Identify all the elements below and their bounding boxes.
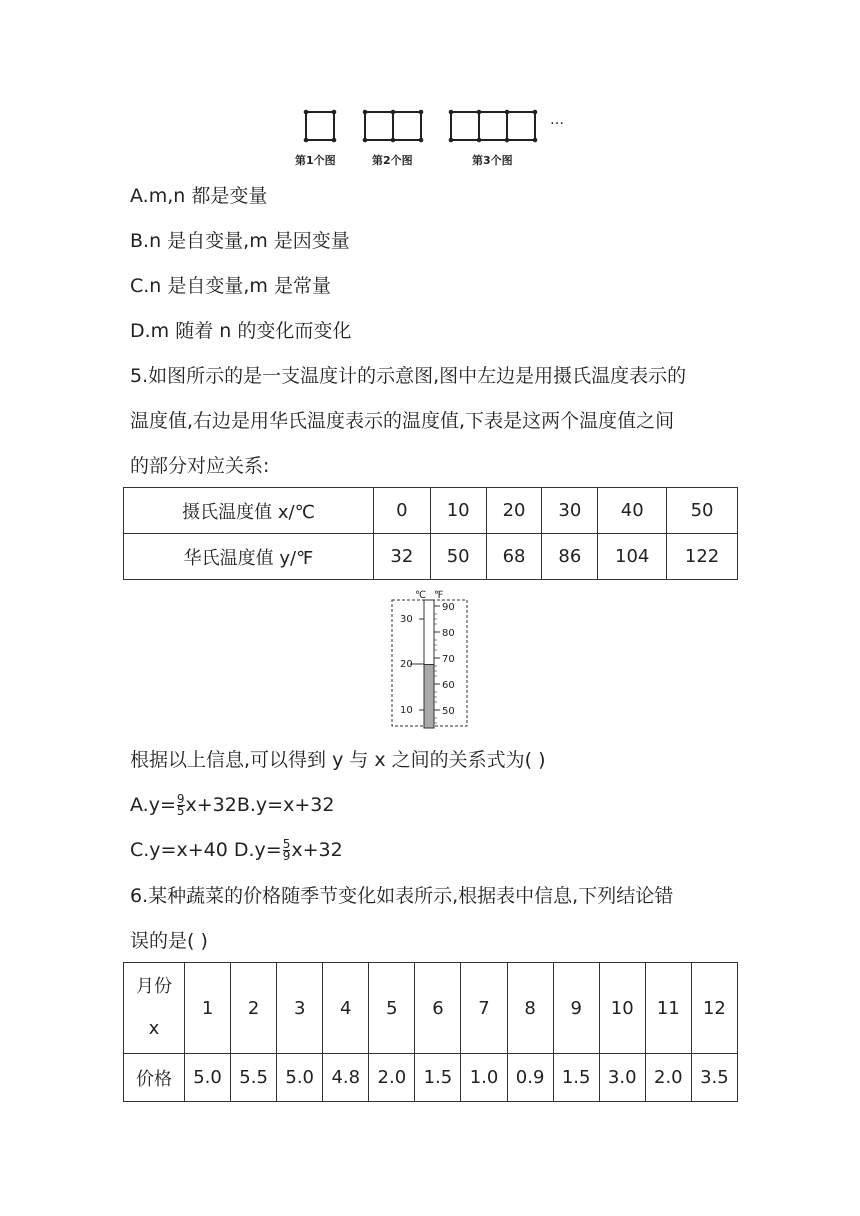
q5-stem-line-1: 5.如图所示的是一支温度计的示意图,图中左边是用摄氏温度表示的 — [130, 365, 687, 387]
month-header-label: 月份 — [136, 976, 172, 997]
temperature-table — [123, 487, 738, 580]
price-cell: 4.8 — [323, 1054, 369, 1102]
thermometer-diagram — [388, 588, 472, 730]
month-cell: 3 — [277, 963, 323, 1054]
celsius-value: 40 — [598, 488, 667, 534]
fahrenheit-value: 122 — [667, 534, 738, 580]
q5-stem-line-2: 温度值,右边是用华氏温度表示的温度值,下表是这两个温度值之间 — [130, 410, 675, 432]
price-cell: 1.5 — [553, 1054, 599, 1102]
price-cell: 5.5 — [231, 1054, 277, 1102]
fahrenheit-tick-label: 80 — [442, 628, 455, 639]
celsius-tick-label: 30 — [400, 614, 413, 625]
celsius-unit-label: ℃ — [415, 590, 427, 601]
q5-option-a-prefix: A.y= — [130, 794, 176, 816]
q6-stem-line-1: 6.某种蔬菜的价格随季节变化如表所示,根据表中信息,下列结论错 — [130, 885, 674, 907]
month-header-var: x — [148, 1018, 160, 1039]
fahrenheit-value: 104 — [598, 534, 667, 580]
fahrenheit-header: 华氏温度值 y/℉ — [124, 534, 374, 580]
matchstick-squares-figure — [290, 100, 580, 150]
price-cell: 5.0 — [277, 1054, 323, 1102]
vegetable-price-table — [123, 962, 738, 1102]
month-cell: 12 — [691, 963, 737, 1054]
figure-label-1: 第1个图 — [295, 154, 336, 167]
q5-option-a-fraction — [177, 794, 185, 817]
price-cell: 0.9 — [507, 1054, 553, 1102]
q4-option-a: A.m,n 都是变量 — [130, 185, 268, 207]
month-cell: 5 — [369, 963, 415, 1054]
celsius-value: 20 — [486, 488, 542, 534]
price-cell: 3.0 — [599, 1054, 645, 1102]
figure-label-3: 第3个图 — [472, 154, 513, 167]
fahrenheit-tick-label: 60 — [442, 680, 455, 691]
fahrenheit-tick-label: 90 — [442, 602, 455, 613]
price-cell: 3.5 — [691, 1054, 737, 1102]
fraction-numerator: 9 — [176, 792, 185, 806]
q4-option-d: D.m 随着 n 的变化而变化 — [130, 320, 352, 342]
q5-option-d-suffix: x+32 — [291, 839, 343, 861]
month-cell: 1 — [185, 963, 231, 1054]
fahrenheit-value: 32 — [373, 534, 430, 580]
month-cell: 11 — [645, 963, 691, 1054]
price-cell: 2.0 — [369, 1054, 415, 1102]
price-cell: 5.0 — [185, 1054, 231, 1102]
month-cell: 9 — [553, 963, 599, 1054]
q5-options-cd — [130, 838, 343, 862]
price-cell: 2.0 — [645, 1054, 691, 1102]
celsius-value: 50 — [667, 488, 738, 534]
fahrenheit-unit-label: ℉ — [434, 590, 444, 601]
celsius-value: 0 — [373, 488, 430, 534]
q5-option-d-fraction — [283, 839, 291, 862]
q4-option-b: B.n 是自变量,m 是因变量 — [130, 230, 350, 252]
celsius-value: 30 — [542, 488, 598, 534]
q4-option-c: C.n 是自变量,m 是常量 — [130, 275, 331, 297]
q5-stem-line-3: 的部分对应关系: — [130, 455, 270, 477]
q5-option-b: B.y=x+32 — [236, 794, 335, 816]
fraction-numerator: 5 — [282, 837, 291, 851]
fraction-denominator: 9 — [282, 849, 291, 863]
q5-option-a-suffix: x+32 — [185, 794, 237, 816]
month-cell: 7 — [461, 963, 507, 1054]
price-cell: 1.5 — [415, 1054, 461, 1102]
month-cell: 4 — [323, 963, 369, 1054]
celsius-value: 10 — [430, 488, 486, 534]
q5-options-ab — [130, 793, 334, 817]
month-cell: 6 — [415, 963, 461, 1054]
fahrenheit-value: 86 — [542, 534, 598, 580]
fahrenheit-value: 50 — [430, 534, 486, 580]
thermometer-mercury — [424, 665, 434, 729]
figure-label-2: 第2个图 — [372, 154, 413, 167]
q5-question: 根据以上信息,可以得到 y 与 x 之间的关系式为( ) — [130, 749, 546, 771]
month-cell: 2 — [231, 963, 277, 1054]
figure-ellipsis: … — [550, 112, 564, 128]
price-header: 价格 — [124, 1054, 185, 1102]
month-header — [124, 963, 185, 1054]
celsius-tick-label: 10 — [400, 705, 413, 716]
q5-option-d-prefix: D.y= — [233, 839, 282, 861]
q5-option-c: C.y=x+40 — [130, 839, 228, 861]
price-cell: 1.0 — [461, 1054, 507, 1102]
fahrenheit-value: 68 — [486, 534, 542, 580]
fahrenheit-tick-label: 50 — [442, 706, 455, 717]
fraction-denominator: 5 — [176, 804, 185, 818]
month-cell: 8 — [507, 963, 553, 1054]
celsius-tick-label: 20 — [400, 659, 413, 670]
month-cell: 10 — [599, 963, 645, 1054]
fahrenheit-tick-label: 70 — [442, 654, 455, 665]
celsius-header: 摄氏温度值 x/℃ — [124, 488, 374, 534]
q6-stem-line-2: 误的是( ) — [130, 930, 208, 952]
